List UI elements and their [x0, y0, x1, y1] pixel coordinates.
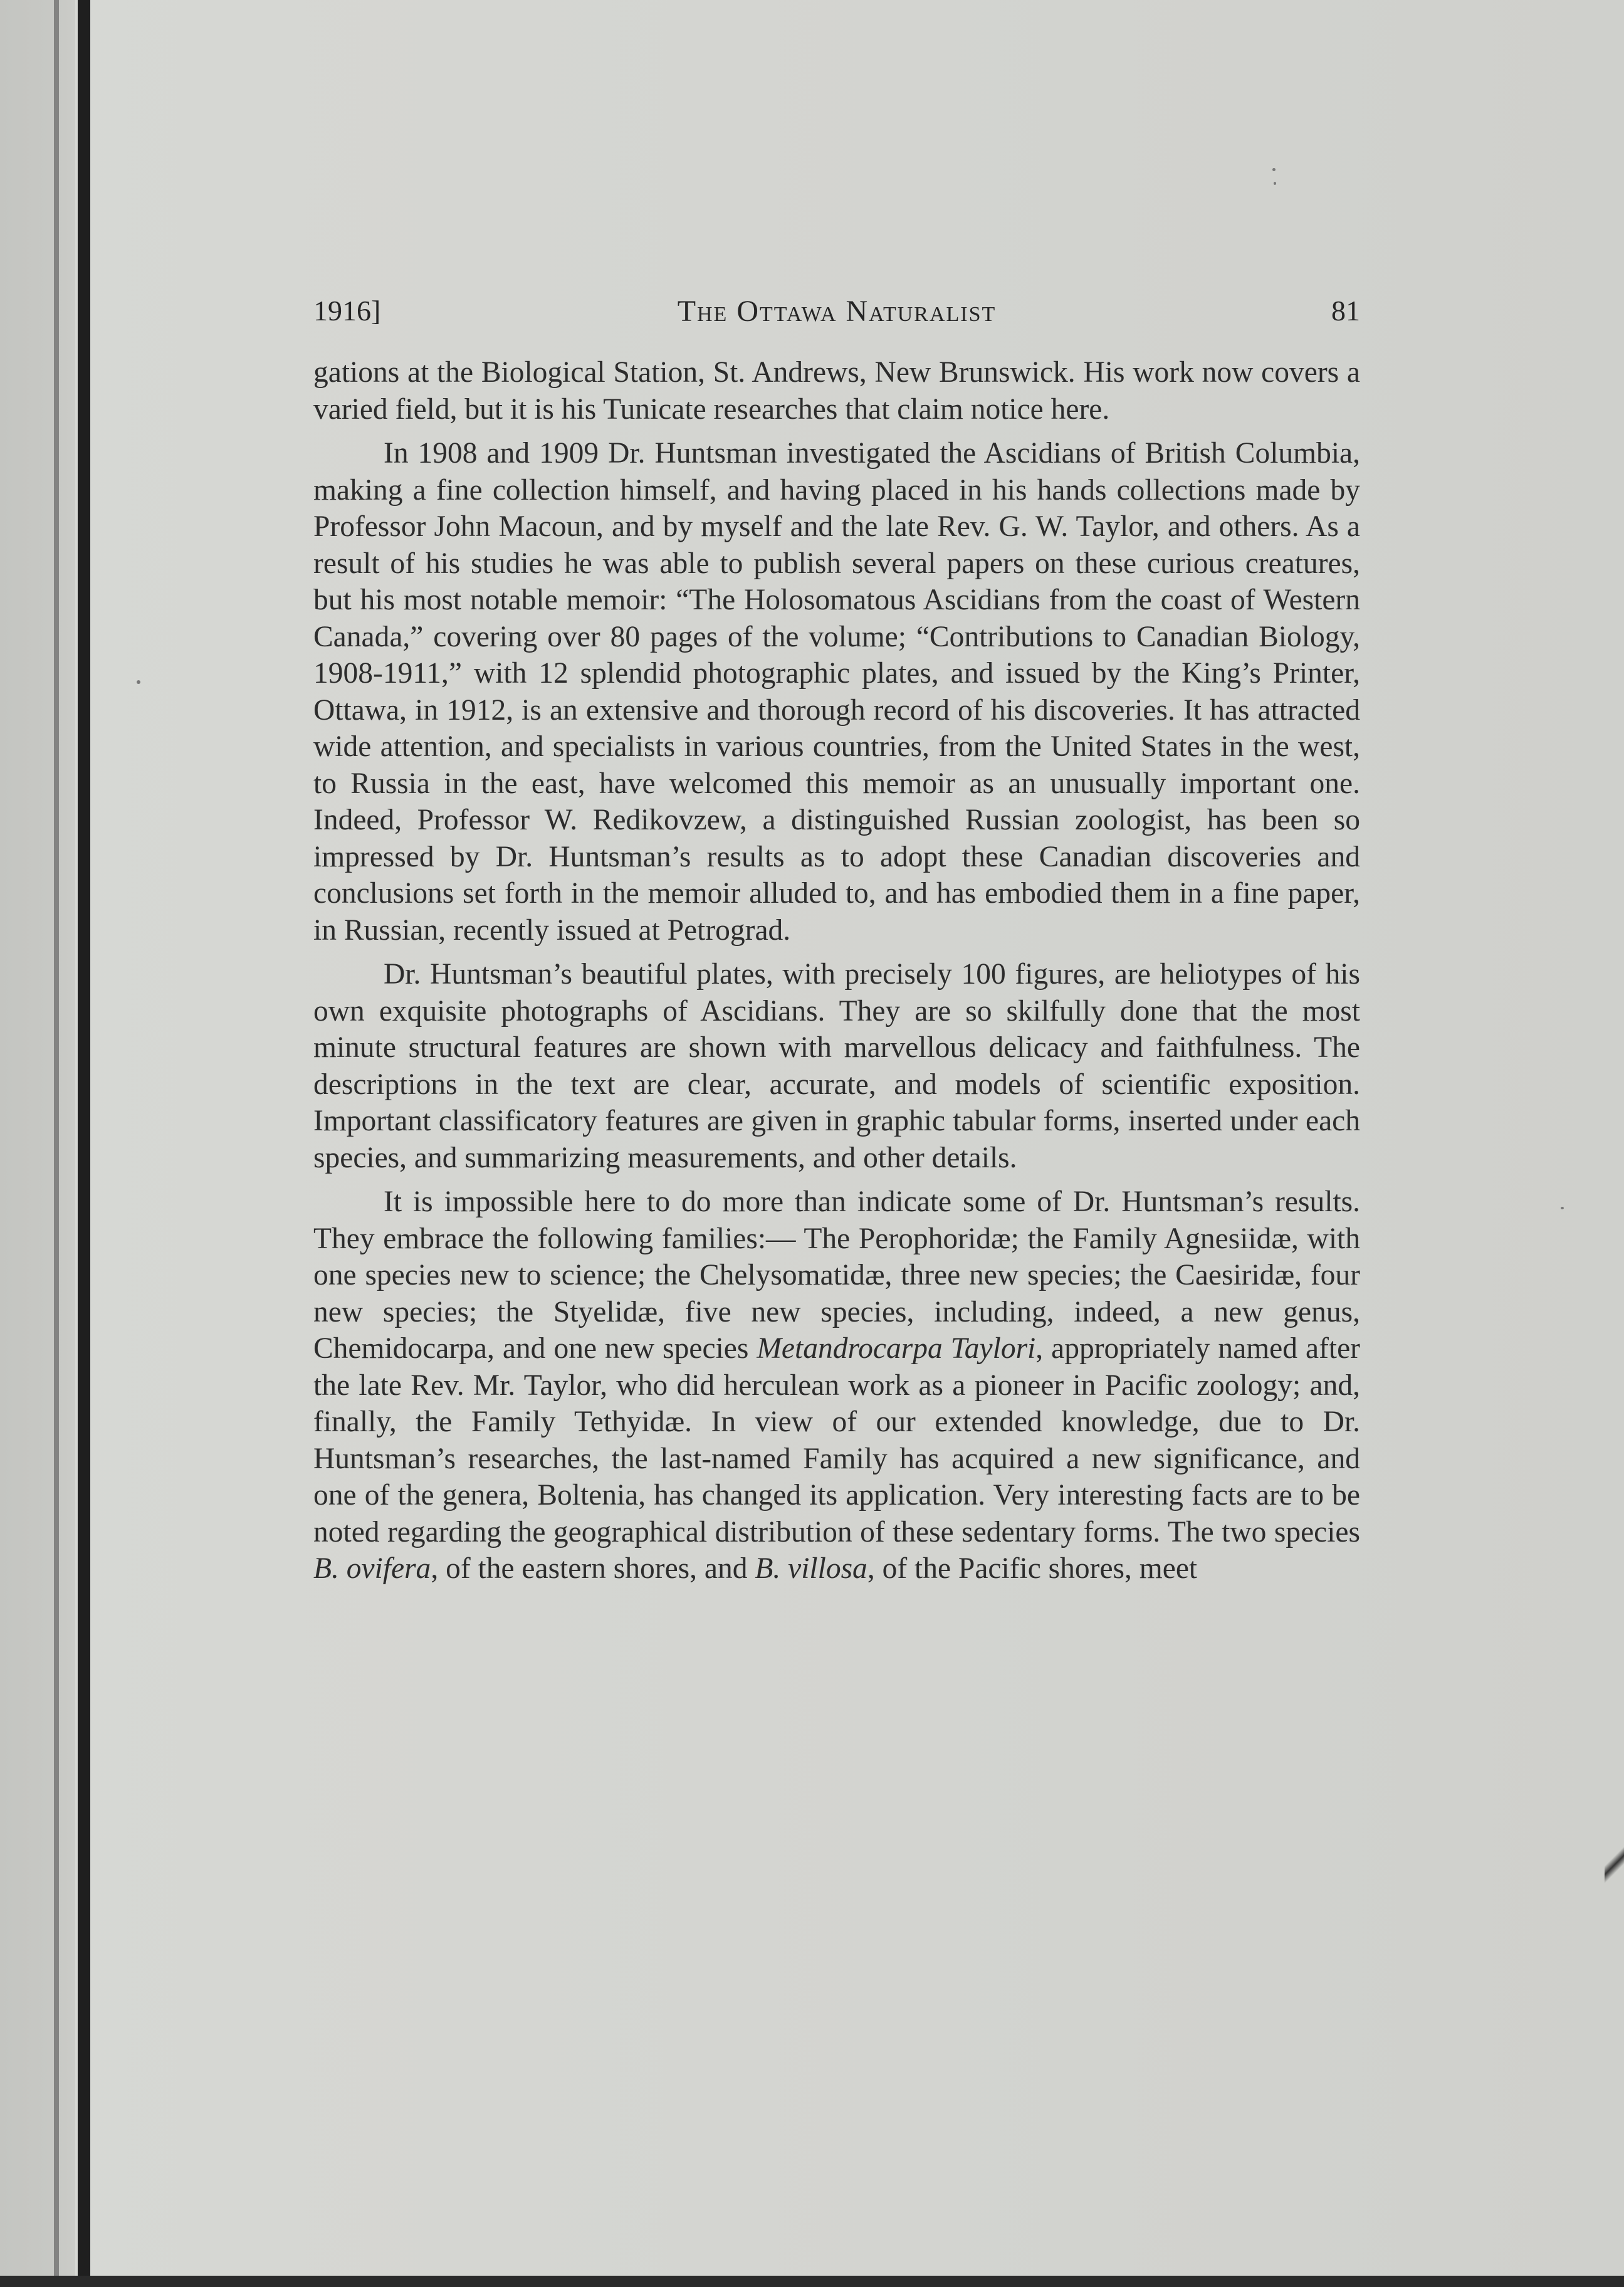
- dust-speck: [1561, 1207, 1564, 1209]
- paragraph-4-text-a: It is impossible here to do more than indicate some of Dr. Huntsman’s results. They embrace the following families:— The Perophoridæ; the Family Agnesiidæ, with one species new to science; the Chelysomatidæ, three new species; the Caesiridæ, four new species; the Styelidæ, five new species, including, indeed, a new genus, Chemidocarpa, and one new species: [313, 1186, 1360, 1365]
- running-header: [313, 285, 1360, 335]
- paragraph-4-text-c: , of the eastern shores, and: [431, 1552, 755, 1585]
- header-journal-title: The Ottawa Naturalist: [677, 295, 997, 328]
- header-year: 1916]: [313, 295, 381, 327]
- paragraph-4: [313, 1184, 1360, 1587]
- page-edge-mark: [1605, 1831, 1624, 1900]
- dust-speck: [137, 680, 140, 684]
- page-number: 81: [1331, 295, 1360, 327]
- article-body: [313, 354, 1360, 1587]
- species-name-metandrocarpa: Metandrocarpa Taylori: [757, 1332, 1036, 1365]
- dust-speck: [1272, 168, 1276, 171]
- dust-speck: [1274, 182, 1276, 185]
- paragraph-4-text-b: , appropriately named after the late Rev. Mr. Taylor, who did herculean work as a pioneer in Pacific zoology; and, finally, the Family Tethyidæ. In view of our extended knowledge, due to Dr. Huntsman’s researches, the last-named Family has acquired a new significance, and one of the genera, Boltenia, has changed its application. Very interesting facts are to be noted regarding the geographical distribution of these sedentary forms. The two species: [313, 1332, 1360, 1548]
- bottom-edge: [0, 2276, 1624, 2287]
- binding-shadow: [54, 0, 59, 2287]
- paragraph-2: In 1908 and 1909 Dr. Huntsman investigated the Ascidians of British Columbia, making a fine collection himself, and having placed in his hands collections made by Professor John Macoun, and by myself and the late Rev. G. W. Taylor, and others. As a result of his studies he was able to publish several papers on these curious creatures, but his most notable memoir: “The Holosomatous Ascidians from the coast of Western Canada,” covering over 80 pages of the volume; “Contributions to Canadian Biology, 1908-1911,” with 12 splendid photographic plates, and issued by the King’s Printer, Ottawa, in 1912, is an extensive and thorough record of his discoveries. It has attracted wide attention, and specialists in various countries, from the United States in the west, to Russia in the east, have welcomed this memoir as an unusually important one. Indeed, Professor W. Redikovzew, a distinguished Russian zoologist, has been so impressed by Dr. Huntsman’s results as to adopt these Canadian discoveries and conclusions set forth in the memoir alluded to, and has embodied them in a fine paper, in Russian, recently issued at Petrograd.: [313, 437, 1360, 947]
- species-name-villosa: B. villosa: [755, 1552, 867, 1585]
- paragraph-1: gations at the Biological Station, St. Andrews, New Brunswick. His work now covers a varied field, but it is his Tunicate researches that claim notice here.: [313, 356, 1360, 426]
- facing-page-edge: [0, 0, 75, 2287]
- paragraph-4-text-d: , of the Pacific shores, meet: [867, 1552, 1198, 1585]
- paragraph-3: Dr. Huntsman’s beautiful plates, with precisely 100 figures, are heliotypes of his own exquisite photographs of Ascidians. They are so skilfully done that the most minute structural features are shown with marvellous delicacy and faithfulness. The descriptions in the text are clear, accurate, and models of scientific exposition. Important classificatory features are given in graphic tabular forms, inserted under each species, and summarizing measurements, and other details.: [313, 958, 1360, 1174]
- binding-line: [78, 0, 90, 2287]
- species-name-ovifera: B. ovifera: [313, 1552, 431, 1585]
